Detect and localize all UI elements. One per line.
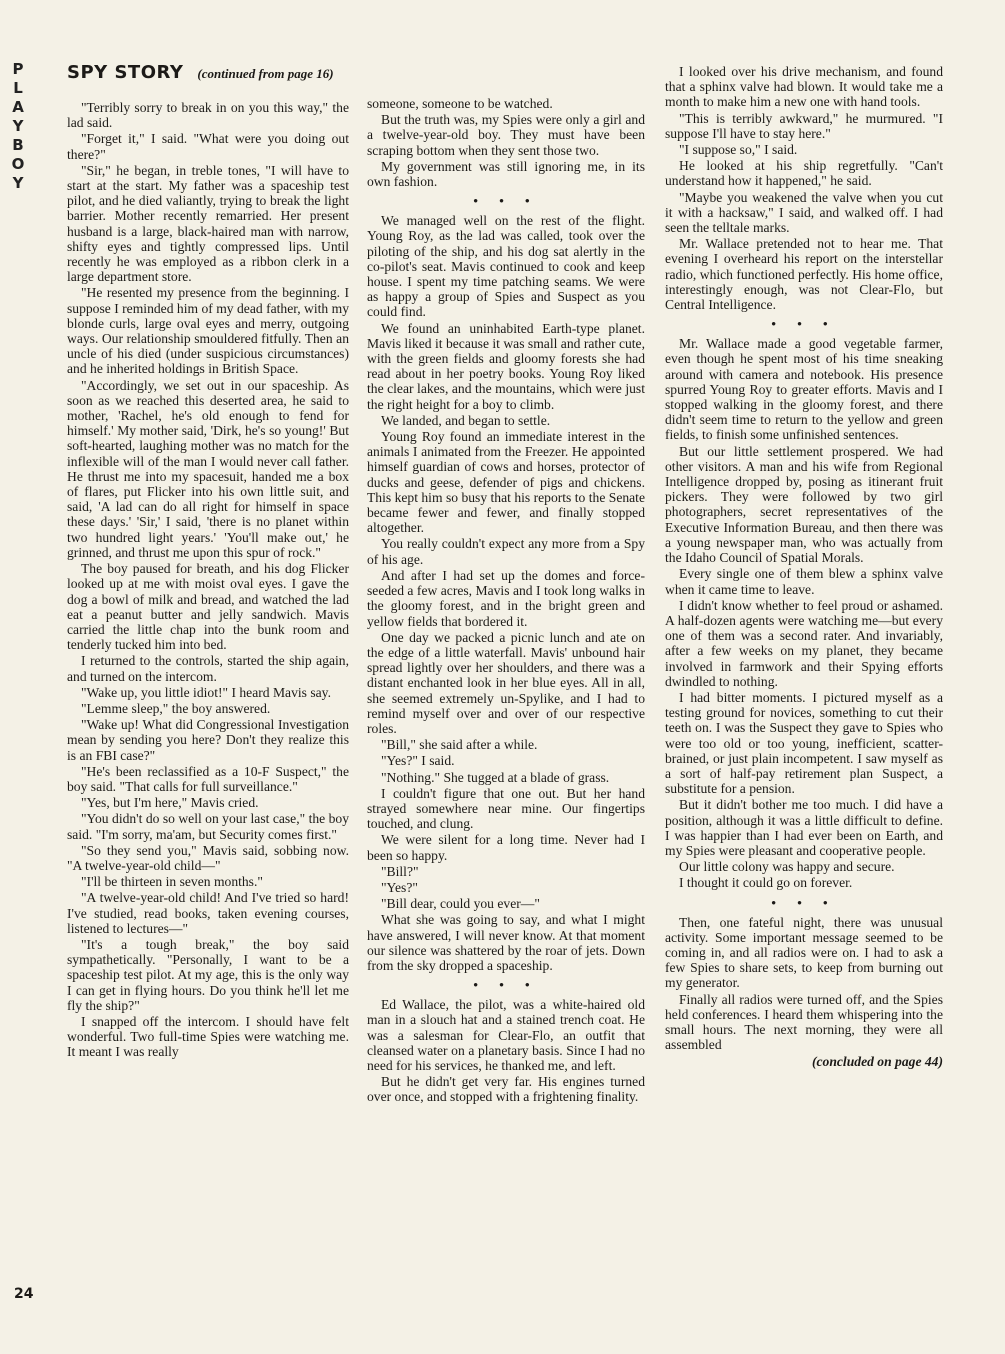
section-break: • • • — [473, 977, 539, 993]
paragraph: Mr. Wallace pretended not to hear me. That evening I overheard his report on the interstellar radio, which functioned perfectly. His home office, interestingly enough, was not Clear-Flo, but Central Intelligence. — [665, 236, 943, 313]
article-header — [67, 62, 334, 83]
paragraph: Mr. Wallace made a good vegetable farmer, even though he spent most of his time sneaking around with camera and notebook. His presence spurred Young Roy to greater efforts. Mavis and I stopped walking in the gloomy forest, and there didn't seem time to return to the yellow and green fields, to finish some unfinished sentences. — [665, 336, 943, 443]
paragraph: One day we packed a picnic lunch and ate on the edge of a little waterfall. Mavis' unbound hair spread lightly over her shoulders, and there was a distant enchanted look in her blue eyes. All in all, she seemed extremely un-Spylike, and I had to remind myself over and over of our respective roles. — [367, 629, 645, 736]
article-title: SPY STORY — [67, 62, 184, 83]
paragraph: Young Roy found an immediate interest in the animals I animated from the Freezer. He appointed himself guardian of cows and horses, protector of ducks and geese, defender of pigs and chickens. This kept him so busy that his reports to the Senate became fewer and fewer, and finally stopped altogether. — [367, 429, 645, 536]
paragraph: "Bill," she said after a while. — [381, 737, 538, 753]
paragraph: "A twelve-year-old child! And I've tried so hard! I've studied, read books, taken evening courses, listened to lectures—" — [67, 890, 349, 936]
paragraph: I thought it could go on forever. — [679, 875, 853, 891]
sidebar-letter: L — [13, 79, 23, 97]
paragraph: "Lemme sleep," the boy answered. — [81, 700, 271, 716]
column-2 — [367, 96, 645, 1106]
magazine-name-vertical — [8, 60, 28, 193]
paragraph: Our little colony was happy and secure. — [679, 859, 895, 875]
paragraph: "Nothing." She tugged at a blade of grass. — [381, 769, 610, 785]
paragraph: We managed well on the rest of the flight. Young Roy, as the lad was called, took over the piloting of the ship, and his dog sat alertly in the co-pilot's seat. Mavis continued to cook and keep house. I spent my time patching seams. We were as happy a group of Spies and Suspect as you could find. — [367, 213, 645, 320]
paragraph: "Accordingly, we set out in our spaceship. As soon as we reached this deserted area, he said to mother, 'Rachel, he's old enough to fend for himself.' My mother said, 'Dirk, he's so young!' But soft-hearted, laughing mother was no match for the inflexible will of the man I would never call father. He thrust me into my spacesuit, handed me a box of flares, put Flicker into his own little suit, and said, 'A lad can do all right for himself in space these days.' 'Sir,' I said, 'there is no planet within two hundred light years.' 'You'll make out,' he grinned, and thrust me upon this spur of rock." — [67, 377, 349, 560]
paragraph: We landed, and began to settle. — [381, 412, 551, 428]
sidebar-letter: Y — [12, 117, 24, 135]
paragraph: I had bitter moments. I pictured myself as a testing ground for novices, something to cut their teeth on. I was the Suspect they gave to Spies who were too old or too young, inefficient, scatter-brained, or just plain incompetent. I saw myself as a sort of half-pay retirement plan Suspect, a substitute for a pension. — [665, 689, 943, 797]
paragraph: But our little settlement prospered. We had other visitors. A man and his wife from Regional Intelligence dropped by, posing as itinerant fruit pickers. They were followed by two girl photographers, secret representatives of the Executive Information Bureau, and then there was a young newspaper man, who was actually from the Idaho Council of Spatial Morals. — [665, 443, 943, 566]
paragraph: I looked over his drive mechanism, and found that a sphinx valve had blown. It would take me a month to make him a new one with hand tools. — [665, 64, 943, 110]
column-3 — [665, 64, 943, 1070]
sidebar-letter: Y — [12, 174, 24, 192]
paragraph: "Wake up, you little idiot!" I heard Mavis say. — [81, 684, 331, 700]
paragraph: I couldn't figure that one out. But her hand strayed somewhere near mine. Our fingertips touched, and clung. — [367, 785, 645, 832]
paragraph: "It's a tough break," the boy said sympathetically. "Personally, I want to be a spaceship test pilot. At my age, this is the only way I can get in flying hours. Do you think he'll let me fly the ship?" — [67, 936, 349, 1013]
concluded-note: (concluded on page 44) — [811, 1054, 943, 1070]
sidebar-letter: P — [12, 60, 24, 78]
paragraph: The boy paused for breath, and his dog Flicker looked up at me with moist oval eyes. I gave the dog a bowl of milk and bread, and watched the lad eat a peanut butter and jelly sandwich. Mavis carried the little chap into the bunk room and tenderly tucked him into bed. — [67, 561, 349, 653]
paragraph: "So they send you," Mavis said, sobbing now. "A twelve-year-old child—" — [67, 842, 349, 873]
paragraph: "Wake up! What did Congressional Investigation mean by sending you here? Don't they realize this is an FBI case?" — [67, 717, 349, 763]
paragraph: "This is terribly awkward," he murmured. "I suppose I'll have to stay here." — [665, 110, 943, 141]
column-1 — [67, 100, 349, 1061]
paragraph: But he didn't get very far. His engines turned over once, and stopped with a frightening finality. — [367, 1074, 645, 1105]
paragraph: "Bill dear, could you ever—" — [381, 896, 540, 912]
section-break: • • • — [473, 193, 539, 209]
paragraph: "Sir," he began, in treble tones, "I will have to start at the start. My father was a spaceship test pilot, and he died valiantly, trying to break the light barrier. Mother recently remarried. Her present husband is a large, black-haired man with narrow, shifty eyes and tightly compressed lips. Until recently he was employed as a ribbon clerk in a large department store. — [67, 162, 349, 285]
paragraph: "Forget it," I said. "What were you doing out there?" — [67, 131, 349, 162]
section-break: • • • — [771, 894, 837, 910]
paragraph: And after I had set up the domes and force-seeded a few acres, Mavis and I took long walks in the gloomy forest, and in the bright green and yellow fields that bordered it. — [367, 567, 645, 629]
paragraph: Every single one of them blew a sphinx valve when it came time to leave. — [665, 566, 943, 597]
paragraph: "Maybe you weakened the valve when you cut it with a hacksaw," I said, and walked off. I had seen the telltale marks. — [665, 189, 943, 236]
paragraph: "I suppose so," I said. — [679, 142, 798, 158]
paragraph: "You didn't do so well on your last case," the boy said. "I'm sorry, ma'am, but Security comes first." — [67, 811, 349, 842]
sidebar-letter: O — [11, 155, 25, 173]
paragraph: "Yes?" — [381, 879, 418, 895]
paragraph: "Bill?" — [381, 863, 419, 879]
section-break: • • • — [771, 316, 837, 332]
paragraph: "Yes?" I said. — [381, 753, 455, 769]
paragraph: Finally all radios were turned off, and the Spies held conferences. I heard them whispering into the small hours. The next morning, they were all assembled — [665, 991, 943, 1053]
continued-note: (continued from page 16) — [197, 66, 334, 81]
paragraph: Then, one fateful night, there was unusual activity. Some important message seemed to be coming in, and all radios were on. I had to ask a few Spies to share sets, to keep from burning out my generator. — [665, 914, 943, 991]
paragraph: My government was still ignoring me, in its own fashion. — [367, 158, 645, 190]
paragraph: "Yes, but I'm here," Mavis cried. — [81, 795, 259, 811]
paragraph: We were silent for a long time. Never had I been so happy. — [367, 832, 645, 863]
paragraph: What she was going to say, and what I might have answered, I will never know. At that moment our silence was shattered by the roar of jets. Down from the sky dropped a spaceship. — [367, 912, 645, 973]
sidebar-letter: A — [12, 98, 24, 116]
paragraph: But it didn't bother me too much. I did have a position, although it was a little difficult to define. I was happier than I had ever been on Earth, and my Spies were pleasant and cooperative people. — [665, 797, 943, 858]
paragraph: But the truth was, my Spies were only a girl and a twelve-year-old boy. They must have been scraping bottom when they sent those two. — [367, 112, 645, 158]
paragraph: someone, someone to be watched. — [367, 96, 553, 111]
page-number: 24 — [14, 1286, 34, 1302]
paragraph: You really couldn't expect any more from a Spy of his age. — [367, 536, 645, 567]
paragraph: "He resented my presence from the beginning. I suppose I reminded him of my dead father, with my blonde curls, large oval eyes and merry, outgoing ways. Our relationship smouldered fitfully. Then an uncle of his died (under suspicious circumstances) and he inherited holdings in British Space. — [67, 285, 349, 377]
paragraph: I returned to the controls, started the ship again, and turned on the intercom. — [67, 653, 349, 684]
paragraph: "He's been reclassified as a 10-F Suspect," the boy said. "That calls for full surveillance." — [67, 763, 349, 794]
paragraph: We found an uninhabited Earth-type planet. Mavis liked it because it was small and rather cute, with the green fields and gloomy forests she had read about in her poetry books. Young Roy liked the clear lakes, and the mountains, which were just the right height for a boy to climb. — [367, 320, 645, 412]
paragraph: "Terribly sorry to break in on you this way," the lad said. — [67, 100, 349, 131]
paragraph: "I'll be thirteen in seven months." — [81, 874, 263, 890]
paragraph: I didn't know whether to feel proud or ashamed. A half-dozen agents were watching me—but every one of them was a second rater. And invariably, after a few weeks on my planet, they became involved in farmwork and their Spying efforts dwindled to nothing. — [665, 597, 943, 689]
paragraph: I snapped off the intercom. I should have felt wonderful. Two full-time Spies were watching me. It meant I was really — [67, 1013, 349, 1060]
paragraph: Ed Wallace, the pilot, was a white-haired old man in a slouch hat and a stained trench coat. He was a salesman for Clear-Flo, an outfit that cleansed water on a planetary basis. Since I had no need for his services, he thanked me, and left. — [367, 997, 645, 1073]
paragraph: He looked at his ship regretfully. "Can't understand how it happened," he said. — [665, 158, 943, 189]
sidebar-letter: B — [12, 136, 24, 154]
